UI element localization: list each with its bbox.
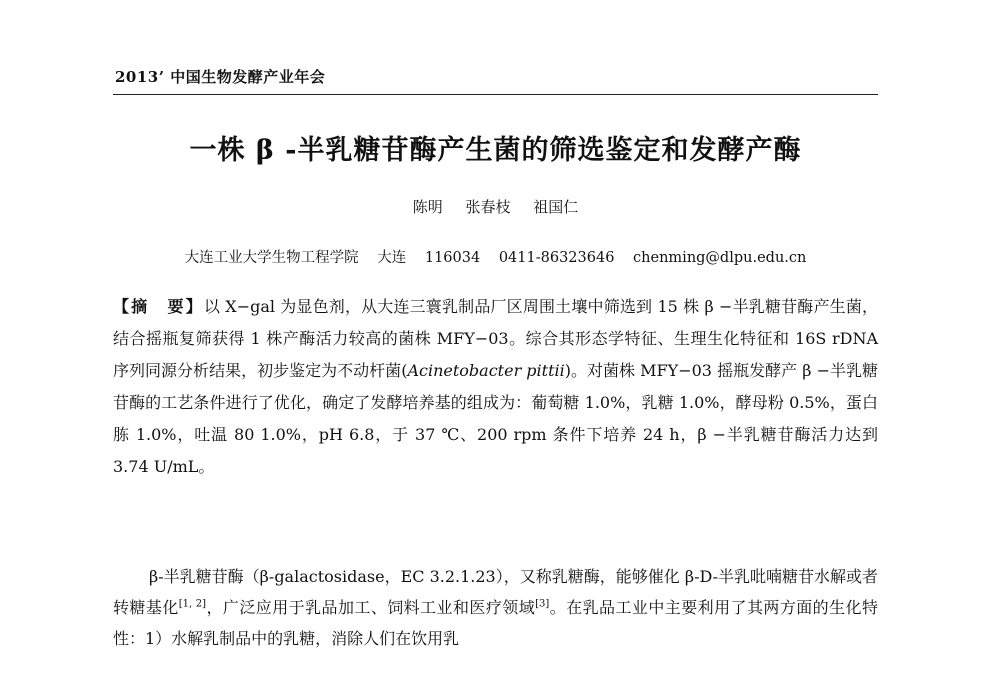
author-name: 张春枝 — [465, 198, 511, 216]
affiliation-postcode: 116034 — [424, 250, 481, 266]
affiliation — [113, 246, 878, 267]
abstract-text: 以 X−gal 为显色剂，从大连三寰乳制品厂区周围土壤中筛选到 15 株 β −半乳糖苷酶产生菌，结合摇瓶复筛获得 1 株产酶活力较高的菌株 MFY−03。综合其形态学特征、生理生化特征和 16S rDNA 序列同源分析结果，初步鉴定为不动杆菌( — [113, 297, 878, 380]
species-name: Acinetobacter pittii — [407, 361, 565, 380]
running-header: 2013’ 中国生物发酵产业年会 — [115, 68, 326, 86]
affiliation-institution: 大连工业大学生物工程学院 — [184, 250, 359, 266]
intro-paragraph — [113, 561, 878, 654]
paper-title: 一株 β -半乳糖苷酶产生菌的筛选鉴定和发酵产酶 — [189, 135, 802, 166]
affiliation-city: 大连 — [377, 250, 407, 266]
abstract-text-continued: )。对菌株 MFY−03 摇瓶发酵产 β −半乳糖苷酶的工艺条件进行了优化，确定了发酵培养基的组成为：葡萄糖 1.0%，乳糖 1.0%，酵母粉 0.5%，蛋白胨 1.0%，吐温 80 1.0%，pH 6.8，于 37 ℃、200 rpm 条件下培养 24 h，β −半乳糖苷酶活力达到 3.74 U/mL。 — [113, 361, 879, 476]
intro-text: ，广泛应用于乳品加工、饲料工业和医疗领域 — [206, 598, 536, 617]
citation-ref[interactable]: [1, 2] — [178, 598, 207, 610]
author-list — [113, 196, 878, 217]
header-rule — [113, 94, 878, 95]
author-name: 祖国仁 — [533, 198, 579, 216]
intro-text: β-半乳糖苷酶（β-galactosidase，EC 3.2.1.23），又称乳糖酶，能够催化 β-D-半乳吡喃糖苷水解或者转糖基化 — [113, 567, 879, 617]
abstract — [113, 291, 878, 483]
abstract-label: 【摘 要】 — [113, 297, 204, 316]
affiliation-email: chenming@dlpu.edu.cn — [633, 250, 807, 266]
citation-ref[interactable]: [3] — [535, 598, 550, 610]
intro-text: 。在乳品工业中主要利用了其两方面的生化特性：1）水解乳制品中的乳糖，消除人们在饮用乳 — [113, 598, 878, 648]
affiliation-phone: 0411-86323646 — [498, 250, 615, 266]
author-name: 陈明 — [412, 198, 443, 216]
